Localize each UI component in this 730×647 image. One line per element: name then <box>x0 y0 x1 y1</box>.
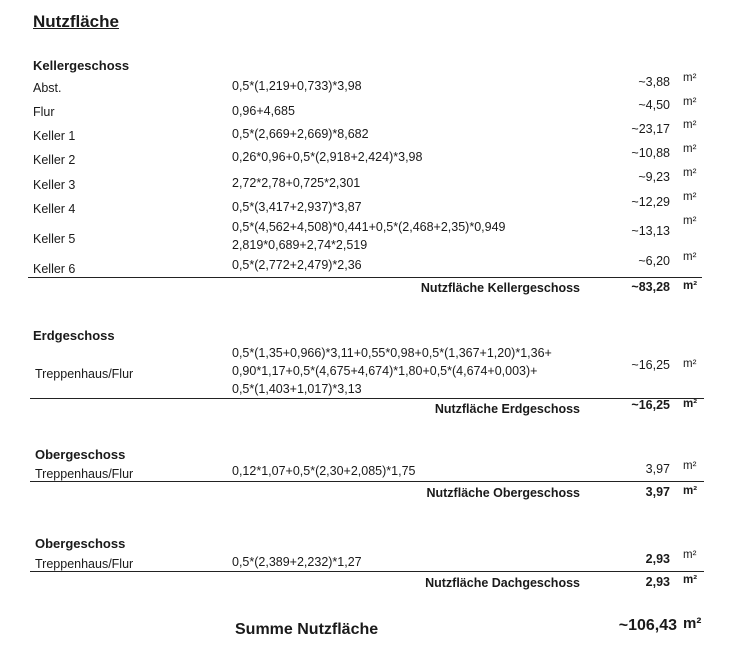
area-unit: m² <box>683 143 697 155</box>
area-value: ~3,88 <box>638 75 670 89</box>
area-value: ~4,50 <box>638 98 670 112</box>
section-heading-obergeschoss: Obergeschoss <box>35 447 126 462</box>
divider <box>30 571 704 572</box>
room-label: Keller 4 <box>33 202 76 216</box>
area-unit: m² <box>683 96 697 108</box>
area-unit: m² <box>683 460 697 472</box>
area-unit: m² <box>683 215 697 227</box>
subtotal-label: Nutzfläche Erdgeschoss <box>434 402 580 416</box>
subtotal-label: Nutzfläche Obergeschoss <box>426 486 580 500</box>
room-label: Treppenhaus/Flur <box>35 467 134 481</box>
area-formula-line: 0,90*1,17+0,5*(4,675+4,674)*1,80+0,5*(4,674+0,003)+ <box>232 364 538 378</box>
room-label: Flur <box>33 105 55 119</box>
area-formula: 2,72*2,78+0,725*2,301 <box>232 176 361 190</box>
area-value: ~6,20 <box>638 254 670 268</box>
area-value: 3,97 <box>645 462 670 476</box>
room-label: Abst. <box>33 81 62 95</box>
subtotal-unit: m² <box>683 398 698 410</box>
page-title: Nutzfläche <box>33 12 119 31</box>
divider <box>30 481 704 482</box>
subtotal-unit: m² <box>683 485 698 497</box>
area-formula: 0,12*1,07+0,5*(2,30+2,085)*1,75 <box>232 464 416 478</box>
room-label: Keller 3 <box>33 178 76 192</box>
area-formula-line: 0,5*(1,403+1,017)*3,13 <box>232 382 362 396</box>
room-label: Treppenhaus/Flur <box>35 557 134 571</box>
subtotal-value: 3,97 <box>645 485 670 499</box>
area-formula: 0,5*(1,219+0,733)*3,98 <box>232 79 362 93</box>
area-formula: 0,5*(2,669+2,669)*8,682 <box>232 127 369 141</box>
area-formula: 0,5*(2,772+2,479)*2,36 <box>232 258 362 272</box>
room-label: Keller 6 <box>33 262 76 276</box>
grand-total-label: Summe Nutzfläche <box>235 621 379 638</box>
section-heading-erdgeschoss: Erdgeschoss <box>33 328 115 343</box>
area-unit: m² <box>683 119 697 131</box>
area-unit: m² <box>683 167 697 179</box>
subtotal-label: Nutzfläche Kellergeschoss <box>420 281 580 295</box>
area-formula: 0,5*(2,389+2,232)*1,27 <box>232 555 362 569</box>
area-formula: 0,5*(3,417+2,937)*3,87 <box>232 200 362 214</box>
area-value: ~10,88 <box>631 146 670 160</box>
area-unit: m² <box>683 191 697 203</box>
subtotal-value: 2,93 <box>645 575 670 589</box>
subtotal-value: ~16,25 <box>631 398 670 412</box>
area-value: ~13,13 <box>631 224 670 238</box>
divider <box>28 277 702 278</box>
area-unit: m² <box>683 549 697 561</box>
area-unit: m² <box>683 72 697 84</box>
area-formula: 0,96+4,685 <box>232 104 295 118</box>
area-formula: 0,5*(4,562+4,508)*0,441+0,5*(2,468+2,35)*0,949 <box>232 220 506 234</box>
grand-total-value: ~106,43 <box>618 617 677 634</box>
room-label: Keller 2 <box>33 153 76 167</box>
subtotal-unit: m² <box>683 280 698 292</box>
subtotal-unit: m² <box>683 574 698 586</box>
area-formula: 0,26*0,96+0,5*(2,918+2,424)*3,98 <box>232 150 423 164</box>
subtotal-value: ~83,28 <box>631 280 670 294</box>
area-value: ~23,17 <box>631 122 670 136</box>
area-value: 2,93 <box>645 552 670 566</box>
room-label: Keller 1 <box>33 129 76 143</box>
room-label: Keller 5 <box>33 232 76 246</box>
area-formula-continued: 2,819*0,689+2,74*2,519 <box>232 238 368 252</box>
divider <box>30 398 704 399</box>
subtotal-label: Nutzfläche Dachgeschoss <box>425 576 580 590</box>
section-heading-dachgeschoss: Obergeschoss <box>35 536 126 551</box>
area-unit: m² <box>683 358 697 370</box>
grand-total-unit: m² <box>683 615 702 632</box>
area-value: ~9,23 <box>638 170 670 184</box>
area-value: ~12,29 <box>631 195 670 209</box>
area-formula-line: 0,5*(1,35+0,966)*3,11+0,55*0,98+0,5*(1,367+1,20)*1,36+ <box>232 346 552 360</box>
area-value: ~16,25 <box>631 358 670 372</box>
room-label: Treppenhaus/Flur <box>35 367 134 381</box>
area-unit: m² <box>683 251 697 263</box>
section-heading-kellergeschoss: Kellergeschoss <box>33 58 130 73</box>
